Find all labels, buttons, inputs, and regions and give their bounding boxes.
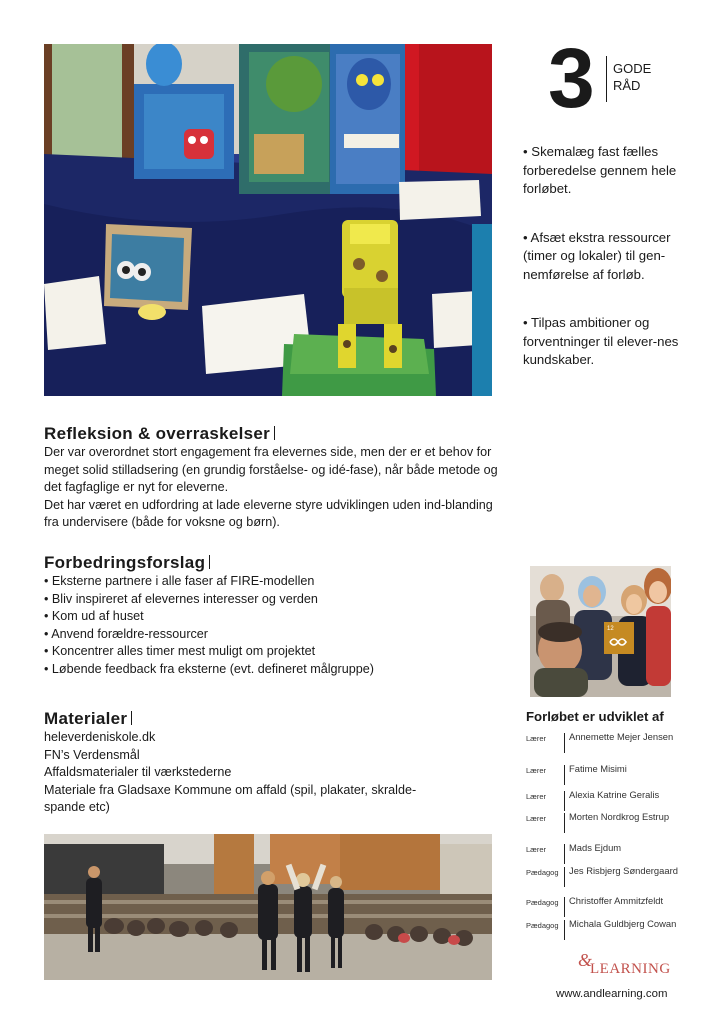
tips-label [613,60,651,94]
member-divider [564,791,565,811]
materials-heading-text: Materialer [44,709,128,728]
heading-bar [274,426,275,440]
member-name: Morten Nordkrog Estrup [569,811,670,822]
svg-text:12: 12 [607,626,614,632]
member-name: Fatime Misimi [569,763,627,774]
member-role: Lærer [526,845,547,854]
list-item: FN’s Verdensmål [44,747,140,762]
tip-item: • Afsæt ekstra ressourcer (timer og lokaler) til gen-nemførelse af forløb. [523,229,671,282]
member-role: Lærer [526,792,547,801]
tips-number: 3 [548,31,593,125]
list-item: • Anvend forældre-ressourcer [44,626,209,641]
heading-bar [131,711,132,725]
materials-heading [44,709,132,729]
team-title: Forløbet er udviklet af [526,709,664,724]
member-name: Alexia Katrine Geralis [569,789,660,800]
member-role: Pædagog [526,868,559,877]
member-divider [564,844,565,864]
tips-divider [606,56,607,102]
tips-list [523,143,683,400]
reflection-heading-text: Refleksion & overraskelser [44,424,271,443]
member-divider [564,813,565,833]
exhibition-photo [44,44,492,396]
member-name: Jes Risbjerg Søndergaard [569,865,678,876]
member-role: Lærer [526,734,547,743]
reflection-heading [44,424,275,444]
tip-item: • Skemalæg fast fælles forberedelse gennem hele forløbet. [523,144,677,196]
reflection-text [44,444,504,532]
list-item: • Koncentrer alles timer mest muligt om projektet [44,644,316,659]
heading-bar [209,555,210,569]
list-item: • Eksterne partnere i alle faser af FIRE-modellen [44,574,315,588]
tips-label-line1: GODE [613,61,652,76]
team-photo [530,566,671,697]
brand-url: www.andlearning.com [556,988,668,1000]
improvements-list [44,573,504,679]
brand-logo-name: LEARNING [590,961,671,977]
improvements-heading [44,553,210,573]
member-divider [564,897,565,917]
member-name: Michala Guldbjerg Cowan [569,918,677,929]
reflection-paragraph: Det har været en udfordring at lade eleverne styre udviklingen uden ind-blanding fra undervisere (både for voksne og børn). [44,497,493,530]
member-role: Lærer [526,766,547,775]
tips-label-line2: RÅD [613,78,641,93]
tip-item: • Tilpas ambitioner og forventninger til elever-nes kundskaber. [523,315,679,367]
member-divider [564,765,565,785]
list-item: • Løbende feedback fra eksterne (evt. defineret målgruppe) [44,661,374,676]
materials-list [44,729,424,817]
brand-logo-amp: & [578,950,593,970]
member-divider [564,920,565,940]
member-role: Pædagog [526,921,559,930]
member-divider [564,867,565,887]
member-role: Lærer [526,814,547,823]
list-item: • Kom ud af huset [44,609,144,624]
member-name: Annemette Mejer Jensen [569,731,674,742]
list-item: • Bliv inspireret af elevernes interesser og verden [44,591,318,606]
list-item: heleverdeniskole.dk [44,730,156,744]
member-role: Pædagog [526,898,559,907]
member-name: Mads Ejdum [569,842,622,853]
list-item: Affaldsmaterialer til værkstederne [44,765,232,780]
reflection-paragraph: Der var overordnet stort engagement fra elevernes side, men der er et behov for meget solid stilladsering (en grundig forståelse- og idé-fase), når både metode og det fagfaglige er nyt for eleverne. [44,445,498,495]
performance-photo [44,834,492,980]
improvements-heading-text: Forbedringsforslag [44,553,206,572]
member-divider [564,733,565,753]
list-item: Materiale fra Gladsaxe Kommune om affald (spil, plakater, skralde-spande etc) [44,782,417,815]
member-name: Christoffer Ammitzfeldt [569,895,664,906]
